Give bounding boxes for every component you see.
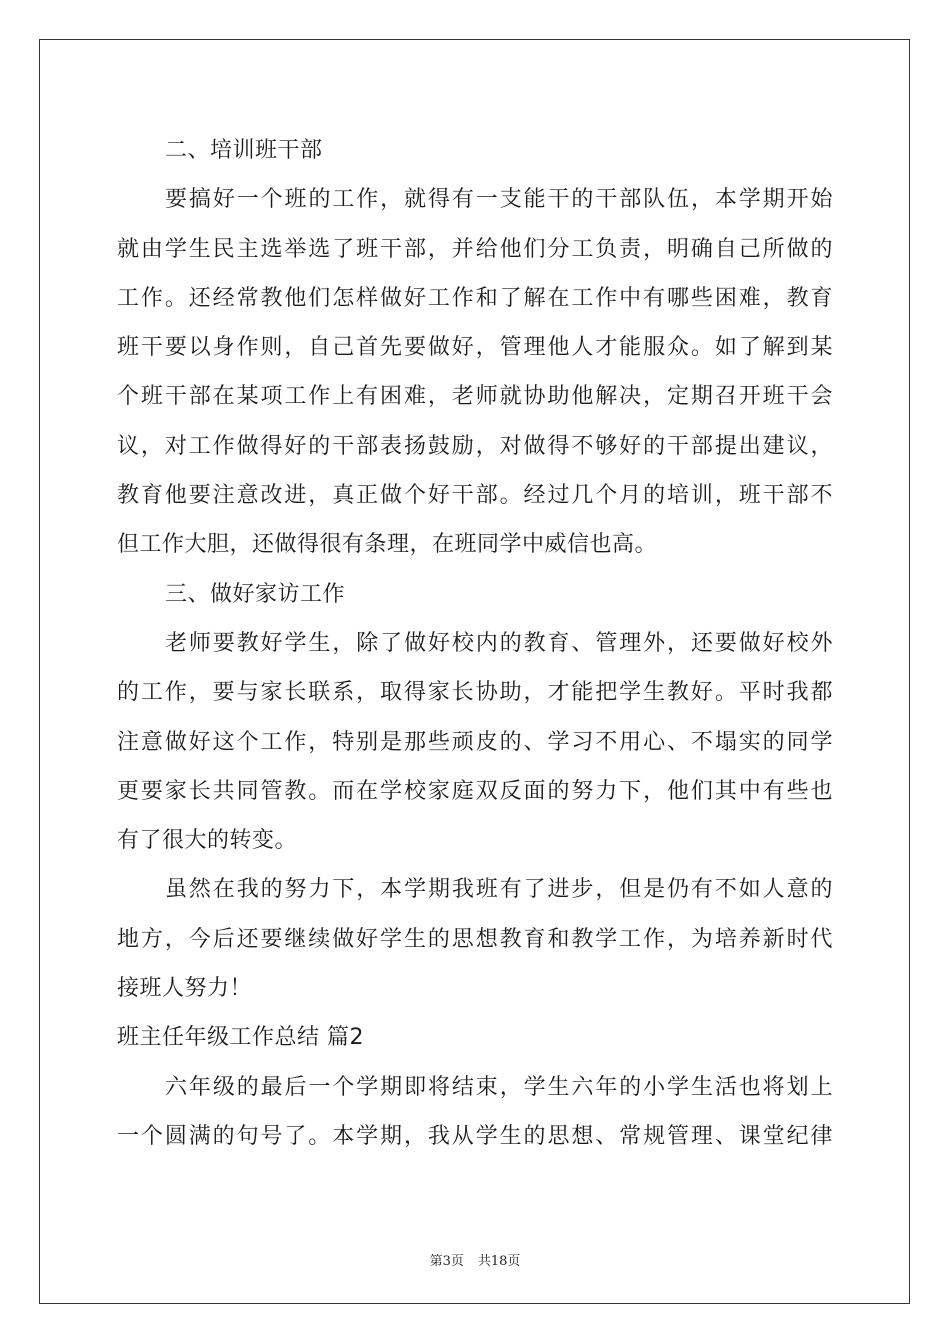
page-total: 共18页: [477, 1254, 521, 1269]
page-footer: [0, 1250, 950, 1269]
text-line: 个班干部在某项工作上有困难，老师就协助他解决，定期召开班干会: [117, 384, 833, 410]
document-body: [117, 126, 833, 1161]
text-line: 更要家长共同管教。而在学校家庭双反面的努力下，他们其中有些也: [117, 778, 833, 804]
page-number: 第3页: [429, 1254, 464, 1269]
text-line: 有了很大的转变。: [117, 828, 298, 854]
text-line: 一个圆满的句号了。本学期，我从学生的思想、常规管理、课堂纪律: [117, 1123, 833, 1149]
text-line: 的工作，要与家长联系，取得家长协助，才能把学生教好。平时我都: [117, 680, 833, 706]
text-line: 班干要以身作则，自己首先要做好，管理他人才能服众。如了解到某: [117, 335, 833, 361]
paragraph: [117, 1063, 833, 1162]
section-heading: [117, 126, 833, 175]
text-line: 老师要教好学生，除了做好校内的教育、管理外，还要做好校外: [165, 630, 833, 656]
paragraph: [117, 175, 833, 569]
text-line: 议，对工作做得好的干部表扬鼓励，对做得不够好的干部提出建议，: [117, 433, 833, 459]
text-line: 地方，今后还要继续做好学生的思想教育和教学工作，为培养新时代: [117, 926, 833, 952]
text-line: 注意做好这个工作，特别是那些顽皮的、学习不用心、不塌实的同学: [117, 729, 833, 755]
text-line: 二、培训班干部: [165, 138, 323, 163]
text-line: 但工作大胆，还做得很有条理，在班同学中威信也高。: [117, 532, 658, 558]
text-line: 六年级的最后一个学期即将结束，学生六年的小学生活也将划上: [165, 1074, 833, 1100]
article-title: [117, 1013, 833, 1062]
text-line: 工作。还经常教他们怎样做好工作和了解在工作中有哪些困难，教育: [117, 285, 833, 311]
text-line: 教育他要注意改进，真正做个好干部。经过几个月的培训，班干部不: [117, 483, 833, 509]
text-line: 班主任年级工作总结 篇2: [117, 1025, 364, 1051]
text-line: 要搞好一个班的工作，就得有一支能干的干部队伍，本学期开始: [165, 187, 833, 213]
section-heading: [117, 570, 833, 619]
paragraph: [117, 619, 833, 865]
text-line: 虽然在我的努力下，本学期我班有了进步，但是仍有不如人意的: [165, 877, 833, 903]
text-line: 接班人努力！: [117, 976, 253, 1002]
text-line: 三、做好家访工作: [165, 581, 346, 607]
paragraph: [117, 865, 833, 1013]
text-line: 就由学生民主选举选了班干部，并给他们分工负责，明确自己所做的: [117, 236, 833, 262]
